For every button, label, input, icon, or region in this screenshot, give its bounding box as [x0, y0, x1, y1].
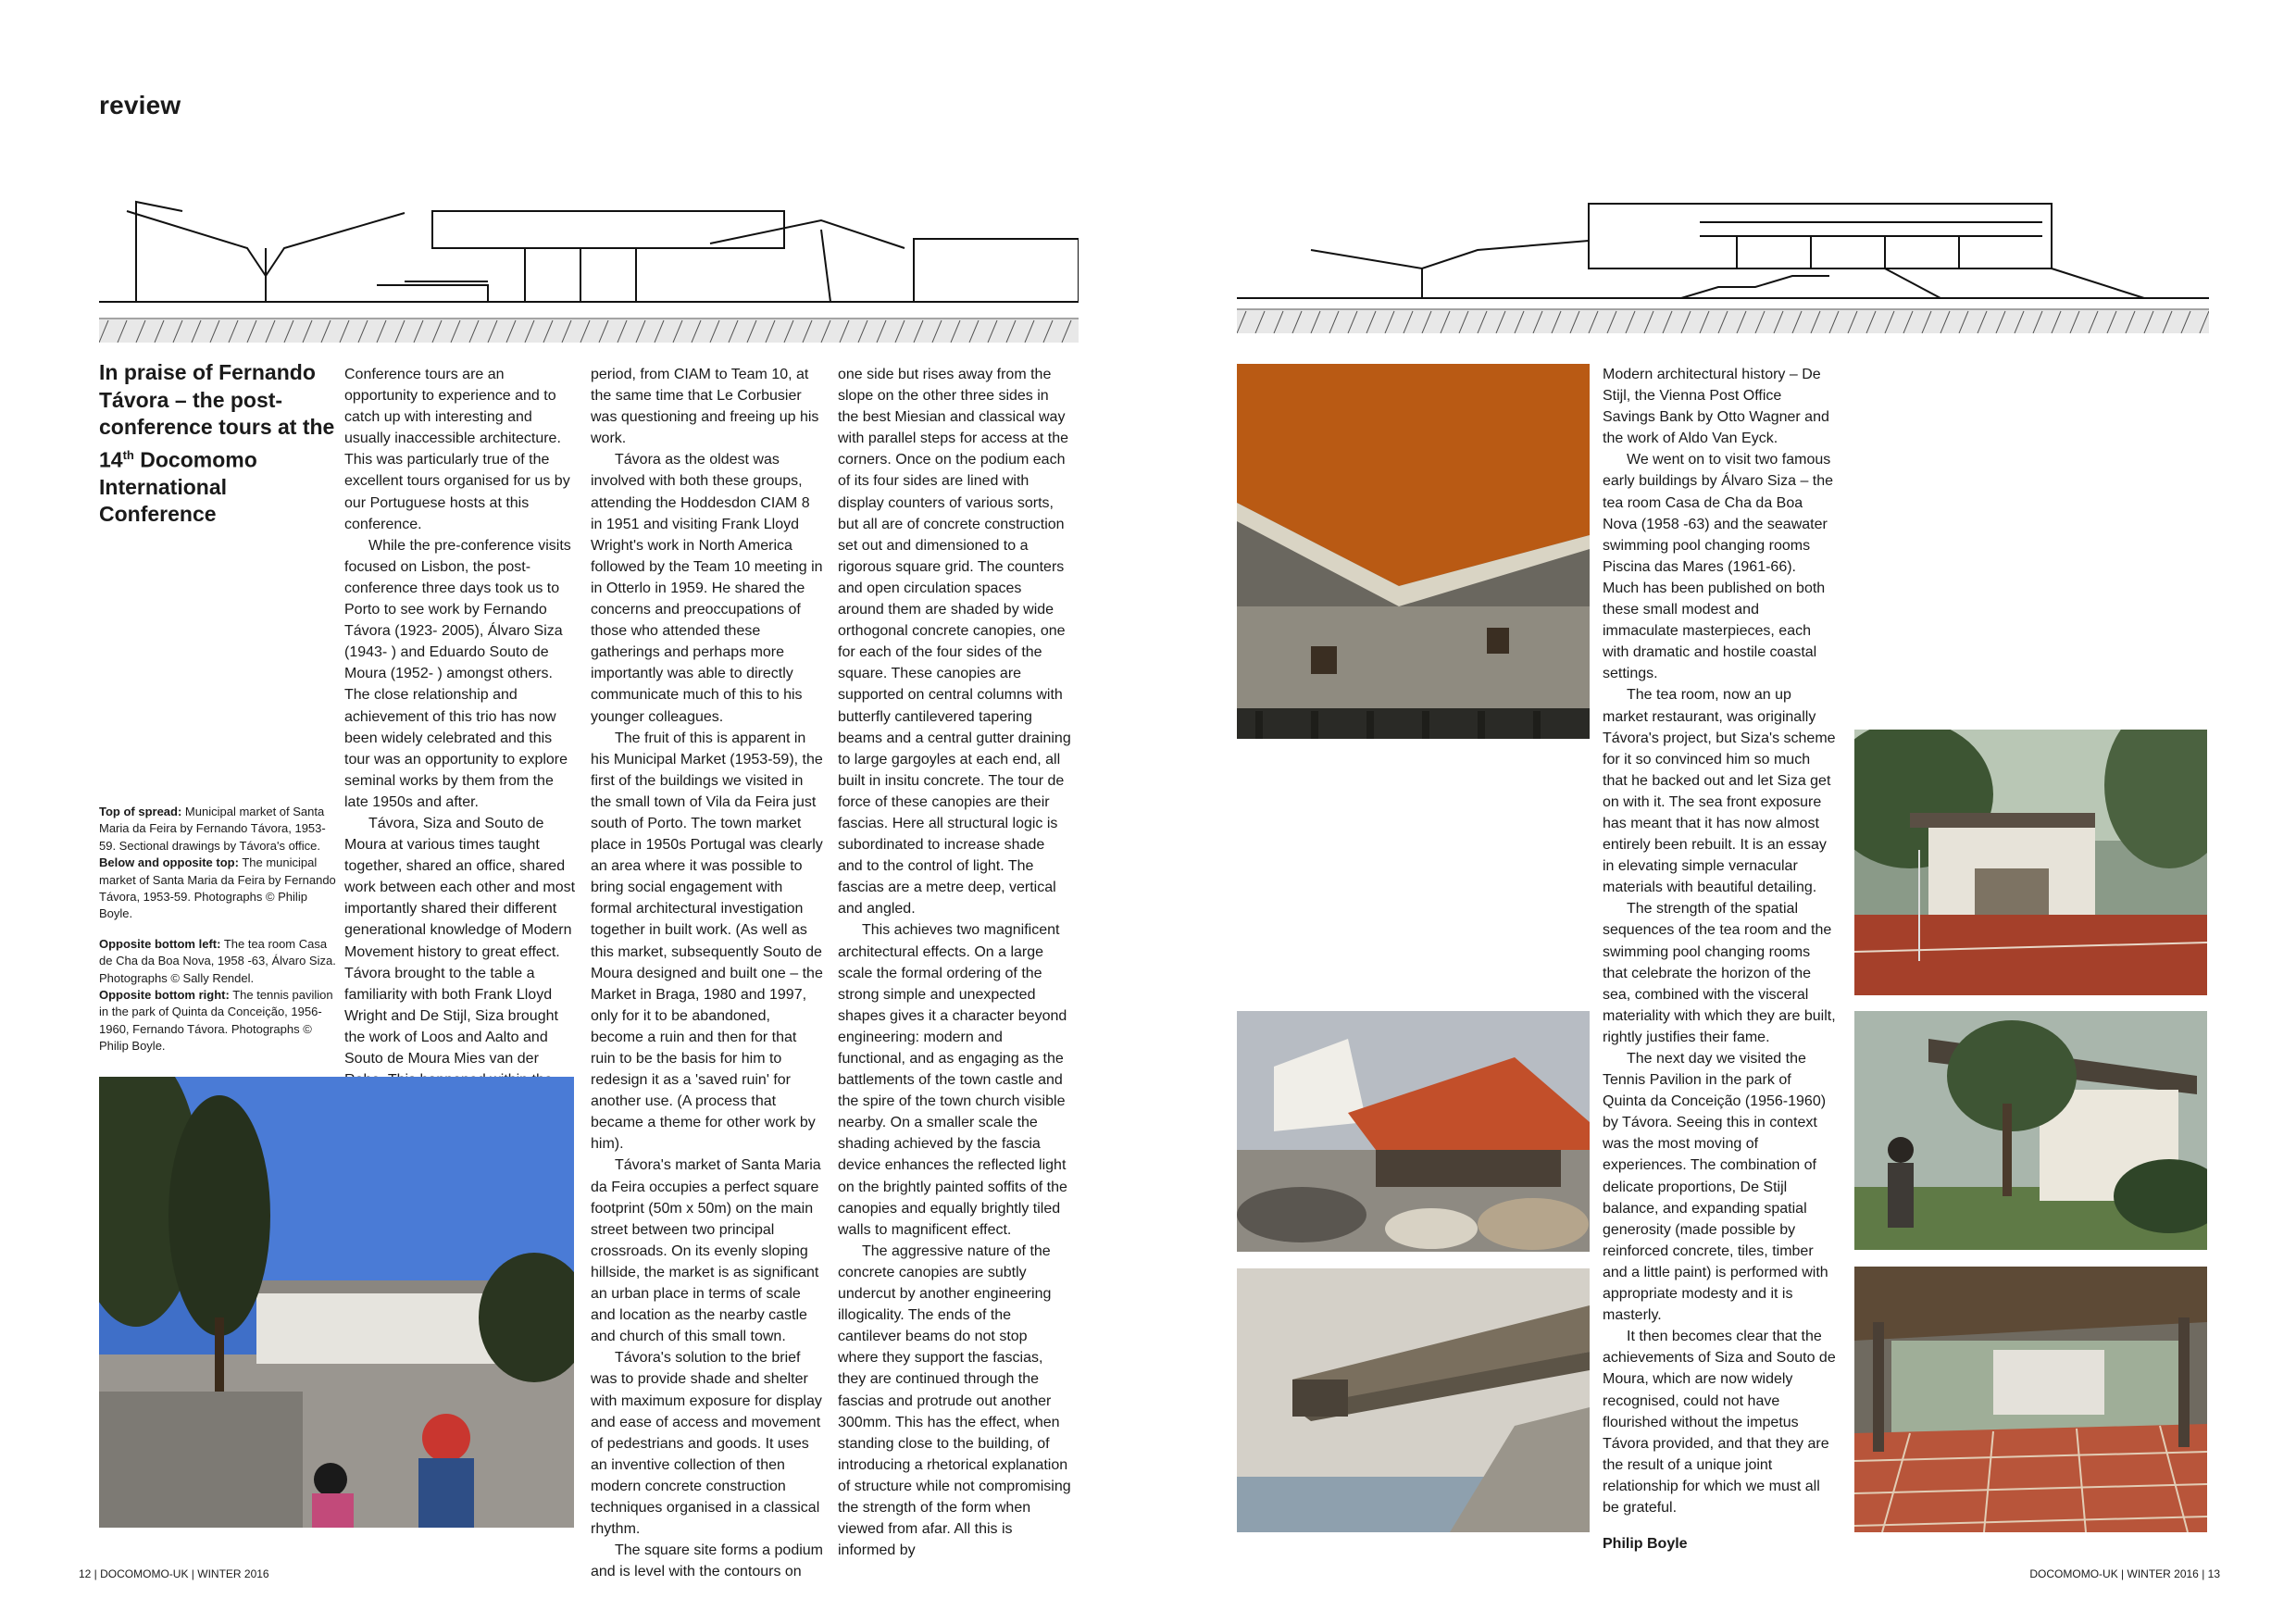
caption-label: Opposite bottom right: — [99, 988, 230, 1003]
caption-text: Municipal market of Santa Maria da Feira by Fernando Távora, 1953-59. Sectional drawings by Távora's office. — [99, 805, 326, 853]
paragraph: Conference tours are an opportunity to experience and to catch up with interesting and usually inaccessible architecture. This was particularly true of the excellent tours organised for us by our Portuguese hosts at this conference. — [344, 367, 570, 532]
paragraph: Távora's solution to the brief was to provide shade and shelter with maximum exposure for display and ease of access and movement of pedestrians and goods. It uses an inventive collection of then modern concrete construction techniques organised in a classical rhythm. — [591, 1350, 822, 1538]
paragraph: Távora's market of Santa Maria da Feira occupies a perfect square footprint (50m x 50m) on the main street between two principal crossroads. On its evenly sloping hillside, the market is as significant an urban place in terms of scale and location as the nearby castle and church of this small town. — [591, 1157, 821, 1345]
pavilion-visitors-photo — [1854, 1011, 2207, 1250]
paragraph: The aggressive nature of the concrete canopies are subtly undercut by another engineering illogicality. The ends of the cantilever beams do not stop where they support the fascias, they are continued through the fascias and protrude out another 300mm. This has the effect, when standing close to the building, of introducing a rhetorical explanation of structure while not compromising the strength of the form when viewed from afar. All this is informed by — [838, 1242, 1071, 1559]
body-column-2 — [591, 364, 824, 1582]
photo-captions — [99, 804, 342, 1068]
paragraph: The fruit of this is apparent in his Municipal Market (1953-59), the first of the buildings we visited in the small town of Vila da Feira just south of Porto. The town market place in 1950s Portugal was clearly an area where it was possible to bring social engagement with formal architectural investigation together in built work. (As well as this market, subsequently Souto de Moura designed and built one – the Market in Braga, 1980 and 1997, only for it to be abandoned, become a ruin and then for that ruin to be the basis for him to redesign it as a 'saved ruin' for another use. (A process that became a theme for other work by him). — [591, 730, 823, 1153]
tea-room-detail-photo — [1237, 1268, 1590, 1532]
tea-room-photo — [1237, 1011, 1590, 1252]
paragraph: It then becomes clear that the achievements of Siza and Souto de Moura, which are now widely recognised, could not have flourished without the impetus Távora provided, and that they are the result of a unique joint relationship for which we must all be grateful. — [1603, 1329, 1836, 1516]
caption-label: Below and opposite top: — [99, 855, 239, 870]
caption-text: The tea room Casa de Cha da Boa Nova, 1958 -63, Álvaro Siza. Photographs © Sally Rendel. — [99, 936, 336, 985]
body-column-4 — [1603, 364, 1836, 1554]
article-headline — [99, 359, 340, 529]
pavilion-interior-photo — [1854, 1267, 2207, 1532]
section-drawing-right — [1237, 194, 2209, 333]
paragraph: The strength of the spatial sequences of the tea room and the swimming pool changing rooms that celebrate the horizon of the sea, combined with the visceral materiality with which they are built, rightly justifies their fame. — [1603, 901, 1836, 1045]
headline-superscript: th — [122, 447, 134, 462]
body-column-1 — [344, 364, 578, 1112]
section-label: review — [99, 91, 181, 119]
footer-right-folio: DOCOMOMO-UK | WINTER 2016 | 13 — [2029, 1567, 2220, 1580]
paragraph: The tea room, now an up market restaurant, was originally Távora's project, but Siza's scheme for it so convinced him so much that he backed out and let Siza get on with it. The sea front exposure has meant that it has now almost entirely been rebuilt. It is an essay in elevating simple vernacular materials with beautiful detailing. — [1603, 687, 1836, 896]
market-square-photo — [99, 1077, 574, 1528]
caption-text: The municipal market of Santa Maria da Feira by Fernando Távora, 1953-59. Photographs © Philip Boyle. — [99, 855, 336, 921]
paragraph: Modern architectural history – De Stijl, the Vienna Post Office Savings Bank by Otto Wagner and the work of Aldo Van Eyck. — [1603, 367, 1829, 447]
headline-text-after: Docomomo International Conference — [99, 447, 257, 527]
section-drawing-left — [99, 193, 1079, 343]
caption-label: Opposite bottom left: — [99, 936, 221, 951]
caption-item — [99, 936, 342, 1055]
paragraph: The square site forms a podium and is level with the contours on — [591, 1542, 823, 1580]
paragraph: We went on to visit two famous early buildings by Álvaro Siza – the tea room Casa de Cha da Boa Nova (1958 -63) and the seawater swimming pool changing rooms Piscina das Mares (1961-66). Much has been published on both these small modest and immaculate masterpieces, each with dramatic and hostile coastal settings. — [1603, 452, 1834, 682]
headline-text: In praise of Fernando Távora – the post-conference tours at the 14 — [99, 360, 335, 472]
paragraph: period, from CIAM to Team 10, at the same time that Le Corbusier was questioning and freeing up his work. — [591, 367, 819, 447]
paragraph: Távora, Siza and Souto de Moura at various times taught together, shared an office, shared work between each other and most importantly shared their different generational knowledge of Modern Movement history to great effect. Távora brought to the table a familiarity with both Frank Lloyd Wright and De Stijl, Siza brought the work of Loos and Aalto and Souto de Moura Mies van der — [344, 815, 576, 1067]
paragraph: This achieves two magnificent architectural effects. On a large scale the formal ordering of the strong simple and unexpected shapes gives it a character beyond engineering: modern and functional, and as engaging as the battlements of the town castle and the spire of the town church visible nearby. On a smaller scale the shading achieved by the fascia device enhances the reflected light on the brightly painted soffits of the canopies and equally brightly tiled walls to magnificent effect. — [838, 922, 1067, 1238]
caption-text: The tennis pavilion in the park of Quinta da Conceição, 1956-1960, Fernando Távora. Photographs © Philip Boyle. — [99, 988, 333, 1054]
paragraph: Távora as the oldest was involved with both these groups, attending the Hoddesdon CIAM 8 in 1951 and visiting Frank Lloyd Wright's work in North America followed by the Team 10 meeting in in Otterlo in 1959. He shared the concerns and preoccupations of those who attended these gatherings and perhaps more importantly was able to directly communicate much of this to his younger colleagues. — [591, 452, 823, 725]
paragraph: one side but rises away from the slope on the other three sides in the best Miesian and classical way with parallel steps for access at the corners. Once on the podium each of its four sides are lined with display counters of various sorts, but all are of concrete construction set out and dimensioned to a rigorous square grid. The counters and open circulation spaces around them are shaded by wide orthogonal concrete canopies, one for each of the four sides of the square. These canopies are supported on central columns with butterfly cantilevered tapering beams and a central gutter draining to large gargoyles at each end, all built in insitu concrete. The tour de force of these canopies are their fascias. Here all structural logic is subordinated to increase shade and to the control of light. The fascias are a metre deep, vertical and angled. — [838, 367, 1071, 918]
paragraph: The next day we visited the Tennis Pavilion in the park of Quinta da Conceição (1956-1960) by Távora. Seeing this in context was the most moving of experiences. The combination of delicate proportions, De Stijl balance, and expanding spatial generosity (made possible by reinforced concrete, tiles, timber and a little paint) is performed with appropriate modesty and it is masterly. — [1603, 1051, 1828, 1324]
footer-left-folio: 12 | DOCOMOMO-UK | WINTER 2016 — [79, 1567, 269, 1580]
body-column-3 — [838, 364, 1071, 1561]
caption-label: Top of spread: — [99, 805, 182, 818]
canopy-soffit-photo — [1237, 364, 1590, 739]
caption-item — [99, 804, 342, 923]
author-signature: Philip Boyle — [1603, 1536, 1688, 1553]
paragraph: While the pre-conference visits focused on Lisbon, the post-conference three days took us to Porto to see work by Fernando Távora (1923- 2005), Álvaro Siza (1943- ) and Eduardo Souto de Moura (1952- ) amongst others. The close relationship and achievement of this trio has now been widely celebrated and this tour was an opportunity to explore seminal works by them from the late 1950s and after. — [344, 537, 571, 810]
tennis-pavilion-photo — [1854, 730, 2207, 995]
